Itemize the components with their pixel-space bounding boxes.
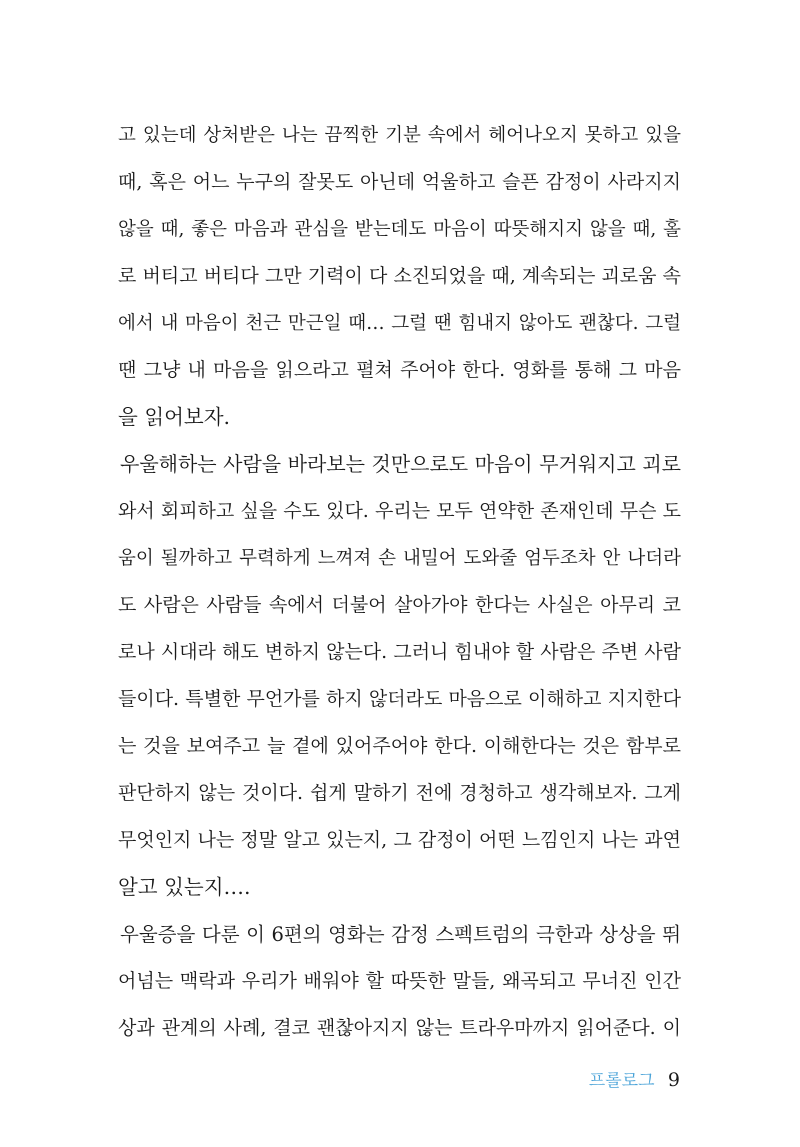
text-line: 로나 시대라 해도 변하지 않는다. 그러니 힘내야 할 사람은 주변 사람 [118, 641, 681, 663]
text-line: 알고 있는지…. [118, 875, 251, 899]
section-label: 프롤로그 [588, 1071, 655, 1091]
text-line: 움이 될까하고 무력하게 느껴져 손 내밀어 도와줄 엄두조차 안 나더라 [118, 548, 681, 569]
text-line: 우울증을 다룬 이 6편의 영화는 감정 스펙트럼의 극한과 상상을 뛰 [120, 923, 681, 946]
page-number: 9 [667, 1069, 680, 1091]
text-line: 우울해하는 사람을 바라보는 것만으로도 마음이 무거워지고 괴로 [120, 452, 681, 476]
text-line: 에서 내 마음이 천근 만근일 때… 그럴 땐 힘내지 않아도 괜찮다. 그럴 [118, 313, 681, 334]
paragraph-2 [118, 441, 681, 911]
text-line: 무엇인지 나는 정말 알고 있는지, 그 감정이 어떤 느낌인지 나는 과연 [118, 829, 681, 851]
text-line: 판단하지 않는 것이다. 쉽게 말하기 전에 경청하고 생각해보자. 그게 [118, 782, 681, 804]
text-line: 때, 혹은 어느 누구의 잘못도 아닌데 억울하고 슬픈 감정이 사라지지 [118, 171, 681, 193]
text-line: 고 있는데 상처받은 나는 끔찍한 기분 속에서 헤어나오지 못하고 있을 [118, 125, 681, 146]
text-line: 땐 그냥 내 마음을 읽으라고 펼쳐 주어야 한다. 영화를 통해 그 마음 [118, 359, 681, 381]
text-line: 와서 회피하고 싶을 수도 있다. 우리는 모두 연약한 존재인데 무슨 도 [118, 500, 681, 522]
text-line: 로 버티고 버티다 그만 기력이 다 소진되었을 때, 계속되는 괴로움 속 [118, 265, 681, 287]
text-line: 않을 때, 좋은 마음과 관심을 받는데도 마음이 따뜻해지지 않을 때, 홀 [118, 219, 681, 240]
text-line: 상과 관계의 사례, 결코 괜찮아지지 않는 트라우마까지 읽어준다. 이 [118, 1017, 681, 1039]
paragraph-1 [118, 112, 681, 441]
body-text [118, 112, 681, 1052]
text-line: 는 것을 보여주고 늘 곁에 있어주어야 한다. 이해한다는 것은 함부로 [118, 735, 681, 757]
paragraph-3 [118, 911, 681, 1052]
text-line: 어넘는 맥락과 우리가 배워야 할 따뜻한 말들, 왜곡되고 무너진 인간 [118, 970, 681, 992]
text-line: 들이다. 특별한 무언가를 하지 않더라도 마음으로 이해하고 지지한다 [118, 688, 681, 710]
text-line: 을 읽어보자. [118, 405, 231, 429]
page-footer [589, 1066, 680, 1091]
text-line: 도 사람은 사람들 속에서 더불어 살아가야 한다는 사실은 아무리 코 [118, 594, 681, 616]
